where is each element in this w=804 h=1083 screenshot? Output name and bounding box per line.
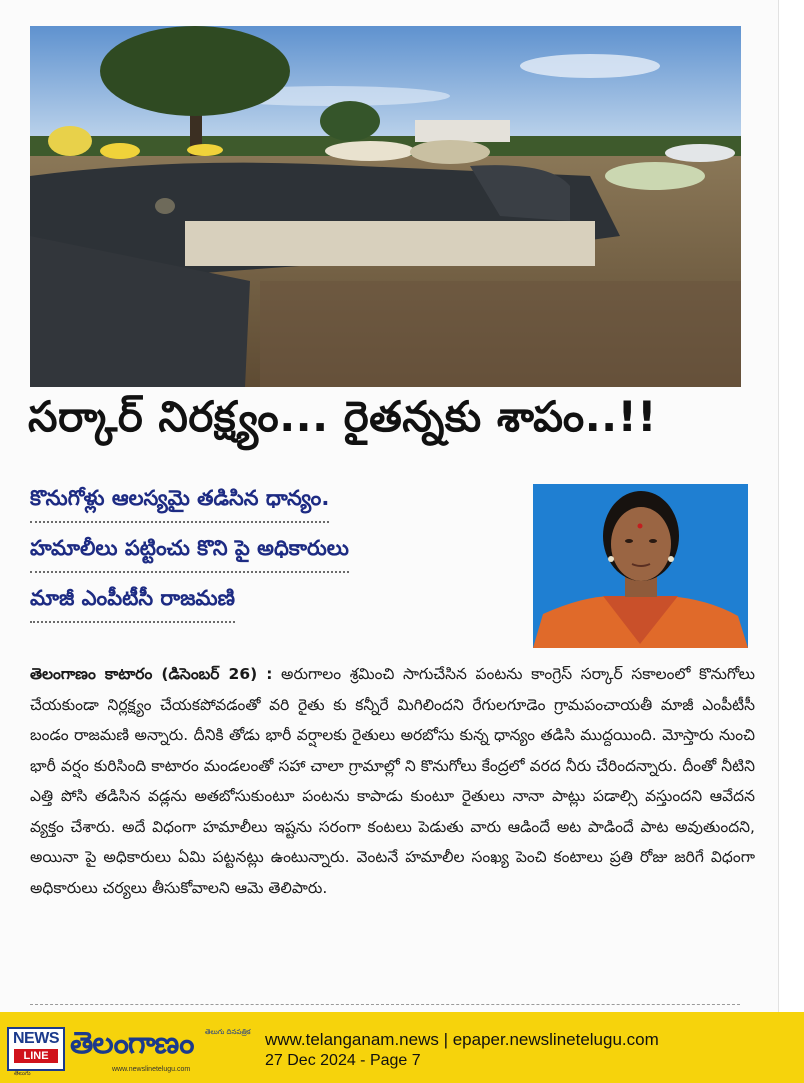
headline: సర్కార్ నిరక్ష్యం... రైతన్నకు శాపం..!! <box>28 392 657 441</box>
footer-bar <box>0 1012 804 1083</box>
grain-heap-photo <box>30 26 741 387</box>
footer-sites: www.telanganam.news | epaper.newslinetelugu.com <box>265 1030 659 1049</box>
subheads <box>30 486 500 636</box>
portrait-photo <box>533 484 748 648</box>
footer-date-page: 27 Dec 2024 - Page 7 <box>265 1052 421 1069</box>
brand-tagline: తెలుగు దినపత్రిక <box>205 1028 251 1036</box>
article-body <box>30 659 755 903</box>
body-text: అరుగాలం శ్రమించి సాగుచేసిన పంటను కాంగ్రెస్ సర్కార్ సకాలంలో కొనుగోలు చేయకుండా నిర్లక్ష్యం చేయకపోవడంతో వరి రైతు కు కన్నీరే మిగిలిందని రేగులగూడెం గ్రామపంచాయతీ మాజీ ఎంపీటీసీ బండం రాజమణి అన్నారు. దీనికి తోడు భారీ వర్షాలకు రైతులు అరబోసు కున్న ధాన్యం తడిసి ముద్దయింది. మోస్తారు నుంచి భారీ వర్షం కురిసింది కాటారం మండలంతో సహా చాలా గ్రామాల్లో ని కొనుగోలు కేంద్రలో వరద నీరు చేరిందన్నారు. దీంతో నీటిని ఎత్తి పోసి తడిసిన వడ్లను అతబోసుకుంటూ పంటను కాపాడు కుంటూ రైతులు నానా పాట్లు పడాల్సి వస్తుందని ఆవేదన వ్యక్తం చేశారు. అదే విధంగా హమాలీలు ఇష్టను సరంగా కంటలు పెడుతు వారు ఆడిందే అట పాడిందే పాట అవుతుందని, అయినా పై అధికారులు ఏమి పట్టనట్లు ఉంటున్నారు. వెంటనే హమాలీల సంఖ్య పెంచి కంటాలు ప్రతి రోజు జరిగే విధంగా అధికారులు చర్యలు తీసుకోవాలని ఆమె తెలిపారు. <box>30 665 755 897</box>
brand-url: www.newslinetelugu.com <box>112 1066 191 1073</box>
logo-line-text: LINE <box>14 1049 58 1063</box>
subhead-2: హమాలీలు పట్టించు కొని పై అధికారులు <box>30 536 349 573</box>
logo-small-text: తెలుగు <box>14 1070 31 1077</box>
dateline: తెలంగాణం కాటారం (డిసెంబర్ 26) : <box>30 665 273 683</box>
brand-name: తెలంగాణం <box>70 1026 194 1061</box>
logo-news-text: NEWS <box>13 1030 59 1047</box>
dashed-divider <box>30 1004 740 1005</box>
subhead-3: మాజీ ఎంపీటీసీ రాజమణి <box>30 586 235 623</box>
subhead-1: కొనుగోళ్లు ఆలస్యమై తడిసిన ధాన్యం. <box>30 486 329 523</box>
newsline-logo <box>7 1027 65 1071</box>
